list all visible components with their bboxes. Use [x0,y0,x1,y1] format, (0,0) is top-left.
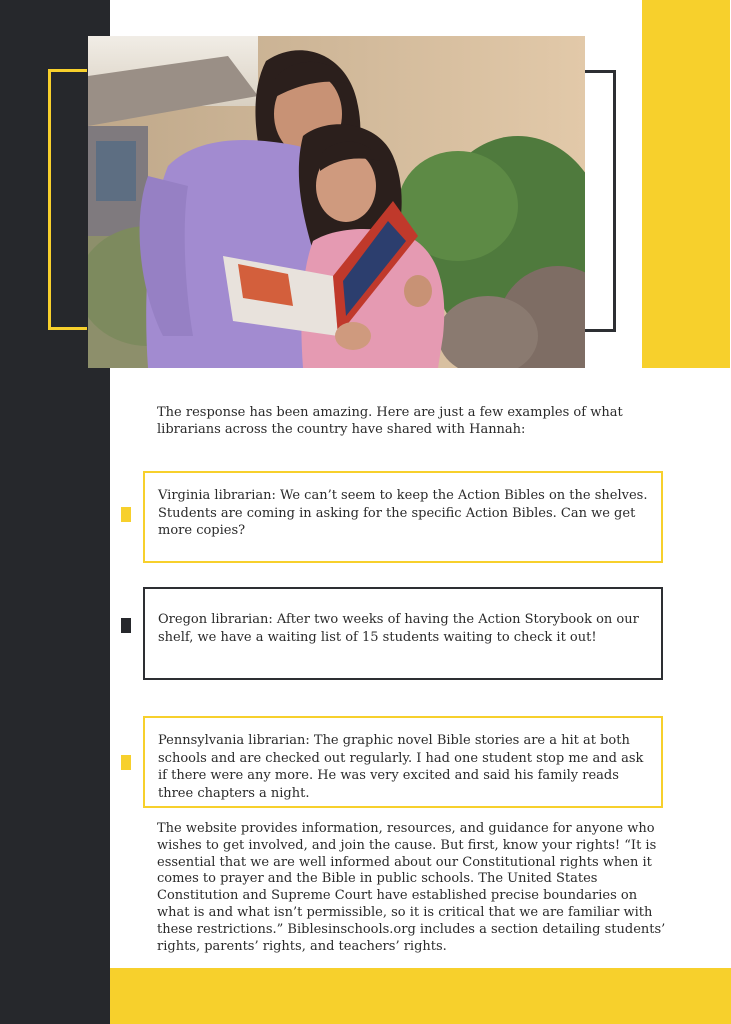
quote-text-pennsylvania: Pennsylvania librarian: The graphic novel Bible stories are a hit at both schools and are checked out regularly. I had one student stop me and ask if there were any more. He was very excited and said his family reads three chapters a night. [158,733,644,801]
closing-paragraph: The website provides information, resources, and guidance for anyone who wishes to get involved, and join the cause. But first, know your rights! “It is essential that we are well informed about our Constitutional rights when it comes to prayer and the Bible in public schools. The United States Constitution and Supreme Court have established precise boundaries on what is and what isn’t permissible, so it is critical that we are familiar with these restrictions.” Biblesinschools.org includes a section detailing students’ rights, parents’ rights, and teachers’ rights. [157,821,666,954]
bottom-yellow-band [110,968,731,1024]
quote-marker-yellow [121,755,131,770]
photo-frame-dark-accent [585,70,616,332]
quote-text-virginia: Virginia librarian: We can’t seem to keep the Action Bibles on the shelves. Students are coming in asking for the specific Action Bibles. Can we get more copies? [158,488,648,538]
quote-box-virginia [143,471,663,563]
photo-frame-yellow-accent [48,69,87,330]
top-right-yellow-block [642,0,730,368]
quote-text-oregon: Oregon librarian: After two weeks of having the Action Storybook on our shelf, we have a waiting list of 15 students waiting to check it out! [158,612,639,645]
photo-two-girls-reading [88,36,585,368]
intro-paragraph: The response has been amazing. Here are just a few examples of what librarians across the country have shared with Hannah: [157,405,623,437]
quote-box-oregon [143,587,663,680]
quote-box-pennsylvania [143,716,663,808]
quote-marker-dark [121,618,131,633]
quote-marker-yellow [121,507,131,522]
